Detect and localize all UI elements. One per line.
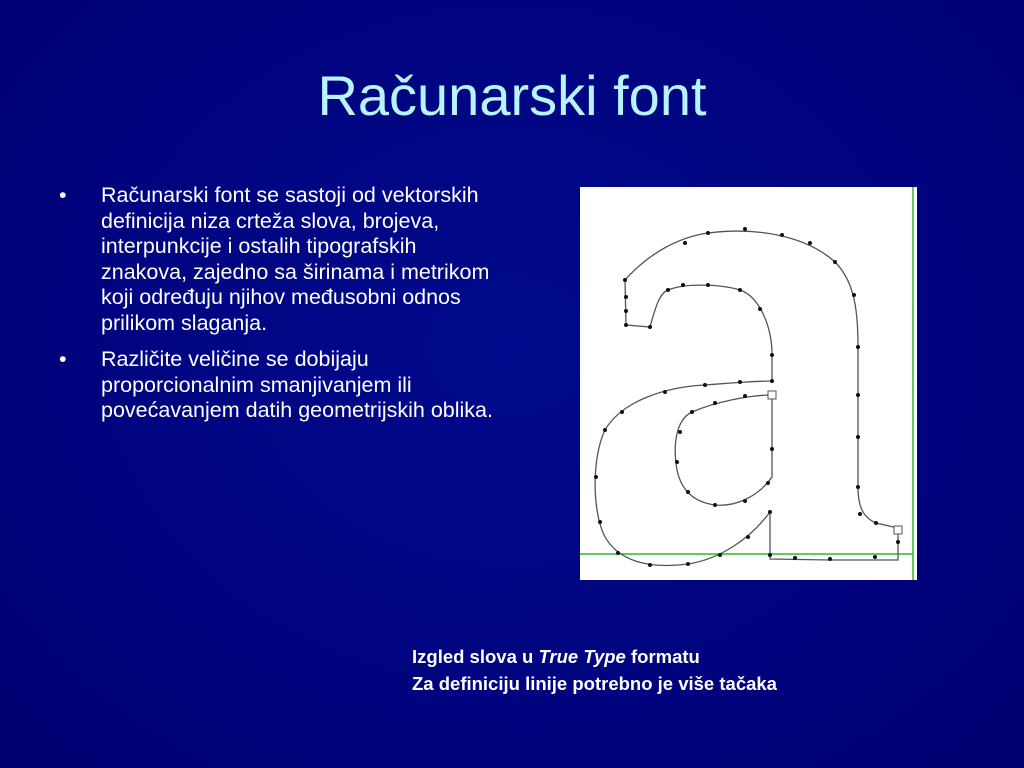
control-point (594, 475, 598, 479)
control-point (718, 553, 722, 557)
control-point (856, 393, 860, 397)
control-point (852, 293, 856, 297)
control-point (648, 325, 652, 329)
selected-point-marker (768, 391, 776, 399)
control-point (856, 435, 860, 439)
control-point (770, 379, 774, 383)
control-point (686, 490, 690, 494)
control-point (681, 283, 685, 287)
bullet-list (57, 183, 507, 435)
slide-title: Računarski font (317, 64, 707, 127)
control-point (858, 512, 862, 516)
glyph-outline-svg (580, 187, 917, 580)
control-point (623, 278, 627, 282)
control-point (624, 323, 628, 327)
caption-line-2: Za definiciju linije potrebno je više tačaka (412, 673, 777, 694)
control-point (706, 231, 710, 235)
control-point (616, 551, 620, 555)
control-point (738, 380, 742, 384)
control-point (856, 345, 860, 349)
control-point (683, 241, 687, 245)
control-point (828, 557, 832, 561)
bullet-text: Različite veličine se dobijaju proporcionalnim smanjivanjem ili povećavanjem datih geometrijskih oblika. (101, 347, 493, 422)
control-point (746, 535, 750, 539)
control-point (648, 563, 652, 567)
caption-italic: True Type (538, 646, 626, 667)
control-point (690, 410, 694, 414)
control-point (620, 410, 624, 414)
control-point (703, 383, 707, 387)
control-point (713, 503, 717, 507)
control-point (663, 390, 667, 394)
control-point (624, 295, 628, 299)
control-point (896, 540, 900, 544)
control-point (678, 430, 682, 434)
glyph-inner-contour (675, 395, 772, 505)
control-point (743, 227, 747, 231)
control-point (766, 481, 770, 485)
control-point (770, 353, 774, 357)
control-point (770, 447, 774, 451)
control-point (743, 499, 747, 503)
control-point (686, 562, 690, 566)
caption-line-1: Izgled slova u True Type formatu (412, 646, 700, 667)
control-point (675, 460, 679, 464)
glyph-outline-figure (580, 187, 917, 580)
bullet-icon: • (59, 347, 67, 371)
control-point (793, 556, 797, 560)
bullet-text: Računarski font se sastoji od vektorskih definicija niza crteža slova, brojeva, interpunkcije i ostalih tipografskih znakova, zajedno sa širinama i metrikom koji određuju njihov međusobni odnos prilikom slaganja. (101, 183, 490, 335)
control-point (738, 288, 742, 292)
control-point (768, 553, 772, 557)
control-point (666, 288, 670, 292)
control-point (758, 307, 762, 311)
bullet-item (57, 183, 507, 336)
control-point (768, 510, 772, 514)
control-point (743, 394, 747, 398)
control-point (706, 283, 710, 287)
bullet-icon: • (59, 183, 67, 207)
control-point (873, 555, 877, 559)
control-point (603, 428, 607, 432)
control-point (713, 401, 717, 405)
control-point (780, 233, 784, 237)
control-point (808, 241, 812, 245)
control-point (624, 309, 628, 313)
control-point (856, 485, 860, 489)
glyph-outer-contour (595, 231, 898, 565)
selected-point-marker (894, 526, 902, 534)
control-point (598, 520, 602, 524)
figure-caption (412, 643, 777, 697)
bullet-item (57, 347, 507, 424)
control-point (874, 521, 878, 525)
control-point (833, 260, 837, 264)
